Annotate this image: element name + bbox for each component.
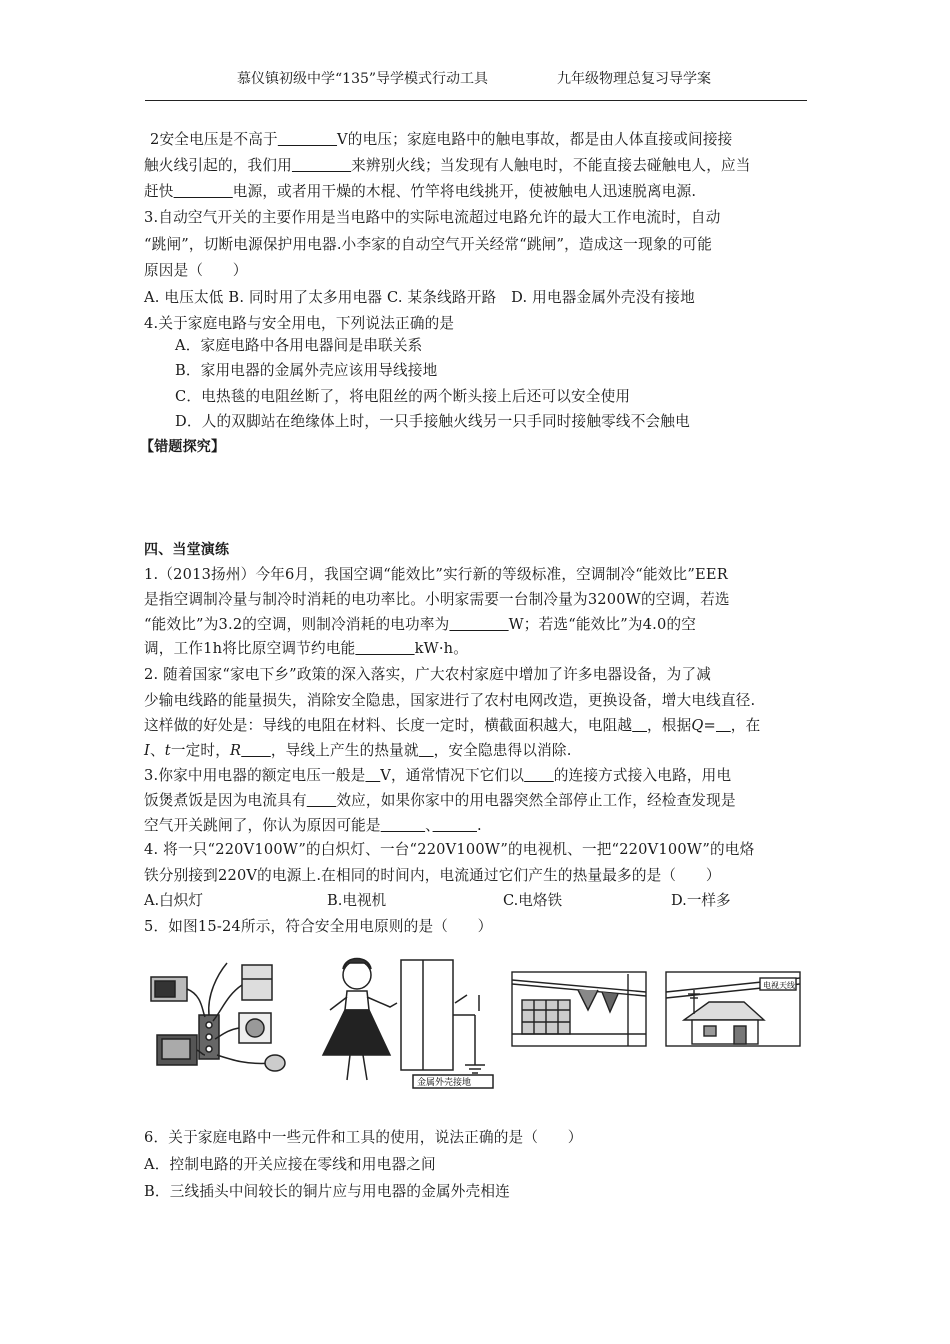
blank: [292, 157, 351, 174]
blank: [433, 817, 477, 834]
text: 触火线引起的，我们用: [144, 157, 292, 174]
blank: [524, 767, 554, 784]
text: 的连接方式接入电路，用电: [553, 767, 732, 784]
p1-line1: 1.（2013扬州）今年6月，我国空调“能效比”实行新的等级标准，空调制冷“能效比”EER: [144, 566, 728, 583]
q2-line2: [144, 154, 751, 175]
p3-line1: [144, 764, 731, 785]
text: 这样做的好处是：导线的电阻在材料、长度一定时，横截面积越大，电阻越: [144, 717, 633, 734]
p1-line4: [144, 637, 468, 658]
q3-line3: 原因是（ ）: [144, 262, 248, 279]
p6-stem: 6．关于家庭电路中一些元件和工具的使用，说法正确的是（ ）: [144, 1129, 583, 1146]
text: ，根据: [647, 717, 692, 734]
text: “能效比”为3.2的空调，则制冷消耗的电功率为: [144, 616, 450, 633]
blank: [241, 742, 271, 759]
text: 、: [149, 742, 165, 759]
blank: [174, 183, 233, 200]
p2-line1: 2. 随着国家“家电下乡”政策的深入落实，广大农村家庭中增加了许多电器设备，为了减: [144, 666, 712, 683]
text: W；若选“能效比”为4.0的空: [508, 616, 697, 633]
p3-line2: [144, 789, 736, 810]
q4-option-d: D．人的双脚站在绝缘体上时，一只手接触火线另一只手同时接触零线不会触电: [175, 413, 690, 430]
text: ，在: [730, 717, 761, 734]
q4-option-c: C．电热毯的电阻丝断了，将电阻丝的两个断头接上后还可以安全使用: [175, 388, 631, 405]
blank: [716, 717, 731, 734]
blank: [355, 640, 414, 657]
q2-line3: [144, 180, 696, 201]
p4-option-b: B.电视机: [327, 892, 387, 909]
p4-option-a: A.白炽灯: [144, 892, 203, 909]
p3-line3: [144, 814, 482, 835]
p6-option-b: B．三线插头中间较长的铜片应与用电器的金属外壳相连: [144, 1183, 510, 1200]
page-header: [145, 62, 807, 101]
section-heading: 四、当堂演练: [144, 542, 230, 558]
p6-option-a: A．控制电路的开关应接在零线和用电器之间: [144, 1156, 436, 1173]
text: .: [476, 817, 482, 834]
text: ，安全隐患得以消除.: [433, 742, 572, 759]
q3-line2: “跳闸”，切断电源保护用电器.小李家的自动空气开关经常“跳闸”，造成这一现象的可能: [144, 236, 713, 253]
blank: [365, 767, 380, 784]
p2-line4: [144, 739, 572, 760]
text: 、: [425, 817, 433, 834]
course-title: 九年级物理总复习导学案: [557, 71, 711, 87]
blank: [307, 792, 337, 809]
symbol: I: [144, 742, 150, 759]
text: 一定时，: [170, 742, 231, 759]
clothes-on-wire-figure: [510, 970, 650, 1050]
text: kW·h。: [414, 640, 469, 657]
blank: [419, 742, 434, 759]
p4-line1: 4. 将一只“220V100W”的白炽灯、一台“220V100W”的电视机、一把“220V100W”的电烙: [144, 841, 755, 858]
q4-stem: 4.关于家庭电路与安全用电，下列说法正确的是: [144, 315, 455, 332]
text: 效应，如果你家中的用电器突然全部停止工作，经检查发现是: [336, 792, 736, 809]
figure-caption: 金属外壳接地: [417, 1078, 472, 1088]
p2-line2: 少输电线路的能量损失，消除安全隐患，国家进行了农村电网改造，更换设备，增大电线直径.: [144, 692, 756, 709]
p1-line2: 是指空调制冷量与制冷时消耗的电功率比。小明家需要一台制冷量为3200W的空调，若选: [144, 591, 730, 608]
text: 赶快: [144, 183, 174, 200]
text: 调，工作1h将比原空调节约电能: [144, 640, 356, 657]
overloaded-socket-figure: [147, 955, 302, 1080]
antenna-sign: 电视天线: [763, 981, 795, 990]
text: 饭煲煮饭是因为电流具有: [144, 792, 307, 809]
p1-line3: [144, 613, 696, 634]
blank: [278, 131, 337, 148]
text: V的电压；家庭电路中的触电事故，都是由人体直接或间接接: [337, 131, 733, 148]
q4-option-b: B．家用电器的金属外壳应该用导线接地: [175, 362, 438, 379]
text: 来辨别火线；当发现有人触电时，不能直接去碰触电人，应当: [351, 157, 751, 174]
p4-line2: 铁分别接到220V的电源上.在相同的时间内，电流通过它们产生的热量最多的是（ ）: [144, 867, 721, 884]
q3-line1: 3.自动空气开关的主要作用是当电路中的实际电流超过电路允许的最大工作电流时，自动: [144, 209, 721, 226]
school-title: 慕仪镇初级中学“135”导学模式行动工具: [237, 71, 489, 87]
house-antenna-figure: [664, 970, 804, 1050]
text: 电源，或者用干燥的木棍、竹竿将电线挑开，使被触电人迅速脱离电源.: [232, 183, 697, 200]
text: 空气开关跳闸了，你认为原因可能是: [144, 817, 381, 834]
q3-options: A. 电压太低 B. 同时用了太多用电器 C. 某条线路开路 D. 用电器金属外壳没有接地: [144, 289, 695, 306]
text: 3.你家中用电器的额定电压一般是: [144, 767, 366, 784]
p4-option-c: C.电烙铁: [503, 892, 563, 909]
blank: [449, 616, 508, 633]
p5-stem: 5．如图15-24所示，符合安全用电原则的是（ ）: [144, 918, 493, 935]
symbol: R: [230, 742, 242, 759]
blank: [632, 717, 647, 734]
wrong-answer-heading: 【错题探究】: [140, 439, 226, 455]
symbol: t: [164, 742, 171, 759]
p4-option-d: D.一样多: [671, 892, 731, 909]
blank: [381, 817, 425, 834]
text: ，导线上产生的热量就: [270, 742, 419, 759]
formula: Q=: [691, 717, 716, 734]
q4-option-a: A．家庭电路中各用电器间是串联关系: [175, 337, 423, 354]
p2-line3: [144, 714, 760, 735]
girl-fridge-figure: [305, 955, 500, 1090]
q2-line1: [150, 128, 732, 149]
text: V，通常情况下它们以: [380, 767, 525, 784]
text: 2安全电压是不高于: [150, 131, 278, 148]
